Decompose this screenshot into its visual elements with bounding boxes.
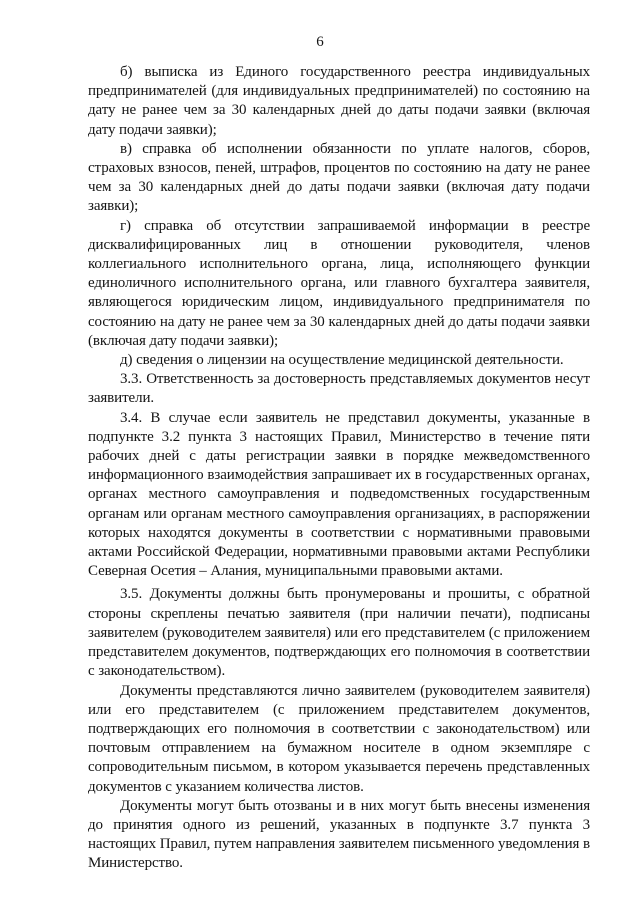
page-number: 6 xyxy=(316,34,324,50)
paragraph-b: б) выписка из Единого государственного реестра индивидуальных предпринимателей (для индивидуальных предпринимателей) по состоянию на дату не ранее чем за 30 календарных дней до даты подачи заявки (включая дату подачи заявки); xyxy=(88,64,590,138)
paragraph-d: д) сведения о лицензии на осуществление медицинской деятельности. xyxy=(120,352,564,369)
paragraph-g: г) справка об отсутствии запрашиваемой информации в реестре дисквалифицированных лиц в отношении руководителя, членов коллегиального исполнительного органа, лица, исполняющего функции единоличного исполнительного органа, или главного бухгалтера заявителя, являющегося юридическим лицом, индивидуального предпринимателя по состоянию на дату не ранее чем за 30 календарных дней до даты подачи заявки (включая дату подачи заявки); xyxy=(88,217,590,349)
paragraph-3-3: 3.3. Ответственность за достоверность представляемых документов несут заявители. xyxy=(88,371,590,407)
document-body xyxy=(88,63,590,874)
paragraph-v: в) справка об исполнении обязанности по уплате налогов, сборов, страховых взносов, пеней, штрафов, процентов по состоянию на дату не ранее чем за 30 календарных дней до даты подачи заявки (включая дату подачи заявки); xyxy=(88,140,590,215)
paragraph-3-4: 3.4. В случае если заявитель не представил документы, указанные в подпункте 3.2 пункта 3 настоящих Правил, Министерство в течение пяти рабочих дней с даты регистрации заявки в порядке межведомственного информационного взаимодействия запрашивает их в государственных органах, органах местного самоуправления и подведомственных государственным органам или органам местного самоуправления организациях, в распоряжении которых находятся документы в соответствии с нормативными правовыми актами Российской Федерации, нормативными правовыми актами Республики Северная Осетия – Алания, муниципальными правовыми актами. xyxy=(88,409,590,580)
paragraph-3-5: 3.5. Документы должны быть пронумерованы и прошиты, с обратной стороны скреплены печатью заявителя (при наличии печати), подписаны заявителем (руководителем заявителя) или его представителем (с приложением представителем документов, подтверждающих его полномочия в соответствии с законодательством). xyxy=(88,586,590,680)
paragraph-submission: Документы представляются лично заявителем (руководителем заявителя) или его представителем (с приложением представителем документов, подтверждающих его полномочия в соответствии с законодательством) или почтовым отправлением на бумажном носителе в одном экземпляре с сопроводительным письмом, в котором указывается перечень представленных документов с указанием количества листов. xyxy=(88,682,590,795)
paragraph-withdrawal: Документы могут быть отозваны и в них могут быть внесены изменения до принятия одного из решений, указанных в подпункте 3.7 пункта 3 настоящих Правил, путем направления заявителем письменного уведомления в Министерство. xyxy=(88,797,590,872)
